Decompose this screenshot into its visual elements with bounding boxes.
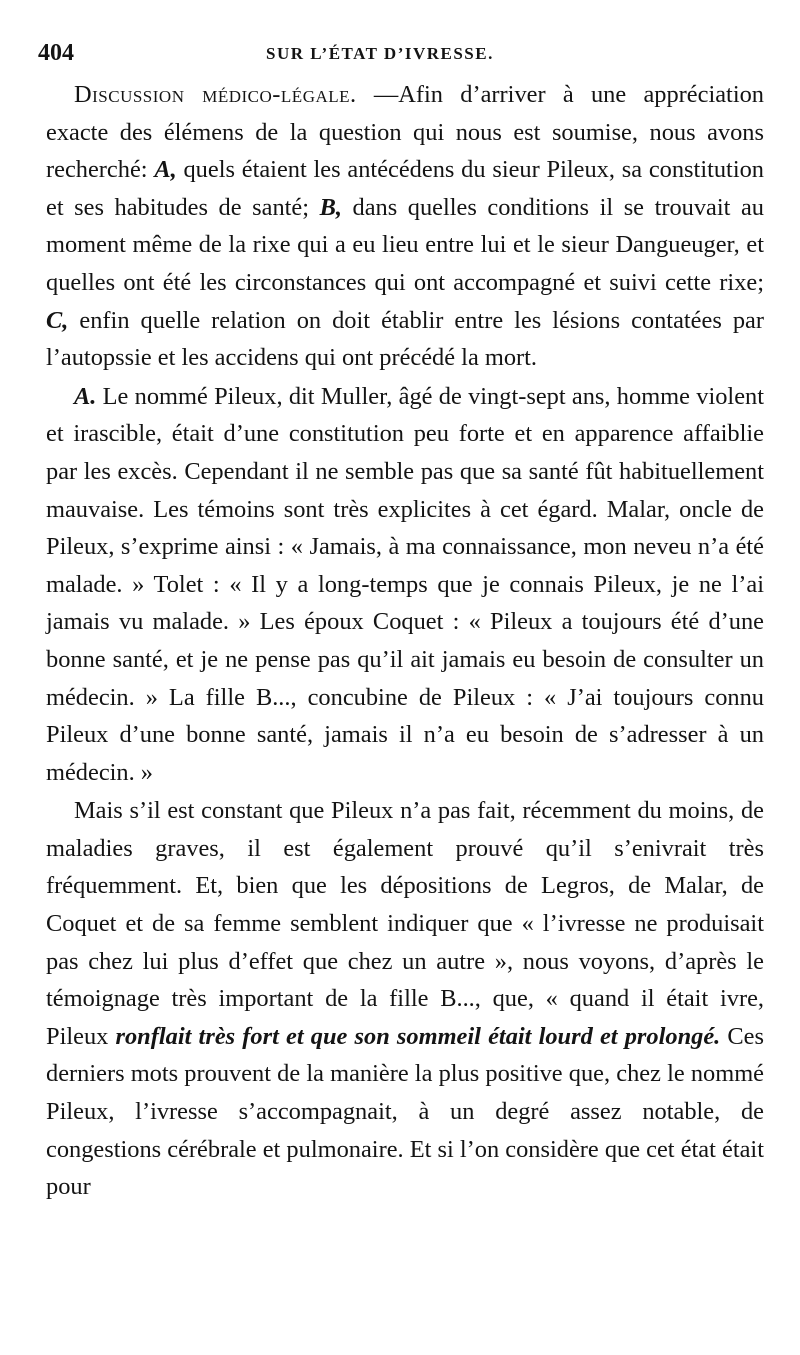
section-marker-a: A.: [74, 382, 97, 410]
page-header: [38, 36, 764, 76]
paragraph-text: Ces derniers mots prouvent de la manière la plus positive que, chez le nommé Pileux, l’ivresse s’accompagnait, à un degré assez notable, de congestions cérébrale et pulmonaire. Et si l’on considère que cet état était pour: [46, 1022, 765, 1201]
running-title: SUR L’ÉTAT D’IVRESSE.: [266, 44, 494, 63]
italic-quote: ronflait très fort et que son sommeil était lourd et prolongé.: [115, 1022, 721, 1050]
paragraph-a: [46, 378, 764, 792]
paragraph-text: enfin quelle relation on doit établir entre les lésions contatées par l’autopssie et les accidens qui ont précédé la mort.: [46, 306, 764, 372]
page-number: 404: [38, 40, 74, 66]
body-text: [46, 76, 764, 1206]
paragraph-text: quels étaient les antécédens du sieur Pileux, sa constitution et ses habitudes de santé;: [46, 156, 765, 221]
item-marker-c: C,: [46, 306, 69, 334]
paragraph-text: Mais s’il est constant que Pileux n’a pas fait, récemment du moins, de maladies graves, il est également prouvé qu’il s’enivrait très fréquemment. Et, bien que les dépositions de Legros, de Malar, de Coquet et de sa femme semblent indiquer que « l’ivresse ne produisait pas chez lui plus d’effet que chez un autre », nous voyons, d’après le témoignage très important de la fille B..., que, « quand il était ivre, Pileux: [46, 797, 764, 1050]
section-heading: Discussion médico-légale.: [74, 81, 357, 108]
item-marker-a: A,: [154, 156, 177, 184]
paragraph-ivresse: [46, 792, 764, 1206]
item-marker-b: B,: [319, 193, 342, 221]
paragraph-text: —Afin d’arriver à une appréciation exacte des élémens de la question qui nous est soumise, nous avons recherché:: [46, 81, 764, 184]
paragraph-text: Le nommé Pileux, dit Muller, âgé de vingt-sept ans, homme violent et irascible, était d’une constitution peu forte et en apparence affaiblie par les excès. Cependant il ne semble pas que sa santé fût habituellement mauvaise. Les témoins sont très explicites à cet égard. Malar, oncle de Pileux, s’exprime ainsi : « Jamais, à ma connaissance, mon neveu n’a été malade. » Tolet : « Il y a long-temps que je connais Pileux, je ne l’ai jamais vu malade. » Les époux Coquet : « Pileux a toujours été d’une bonne santé, et je ne pense pas qu’il ait jamais eu besoin de consulter un médecin. » La fille B..., concubine de Pileux : « J’ai toujours connu Pileux d’une bonne santé, jamais il n’a eu besoin de s’adresser à un médecin. »: [46, 382, 764, 786]
paragraph-text: dans quelles conditions il se trouvait au moment même de la rixe qui a eu lieu entre lui et le sieur Dangueuger, et quelles ont été les circonstances qui ont accompagné et suivi cette rixe;: [46, 193, 765, 296]
paragraph-discussion: [46, 76, 764, 377]
